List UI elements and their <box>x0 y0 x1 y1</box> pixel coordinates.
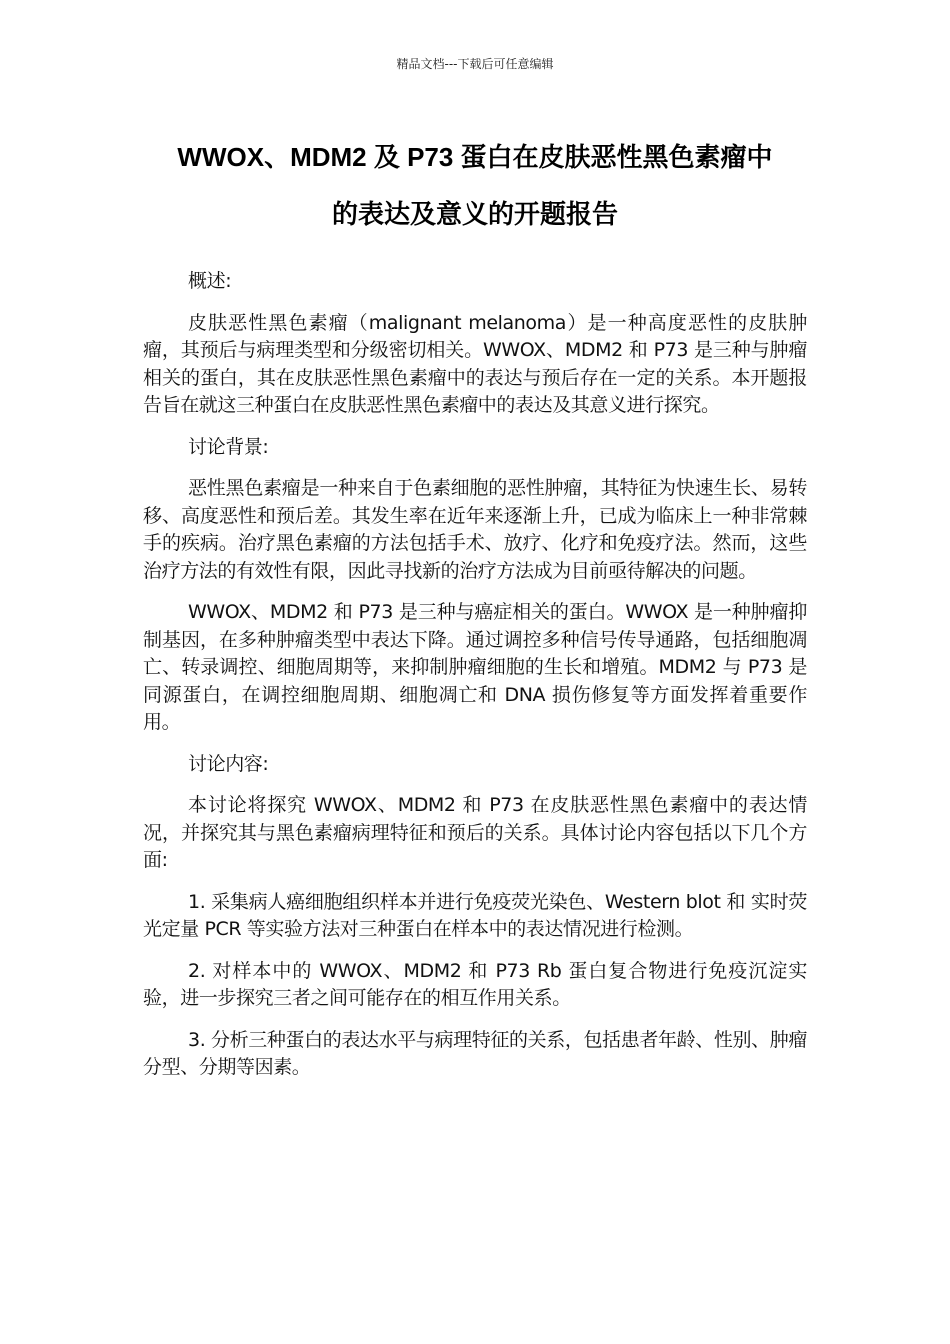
page-header-note: 精品文档---下载后可任意编辑 <box>396 57 554 71</box>
document-body <box>143 268 807 1096</box>
document-title-line-1: WWOX、MDM2 及 P73 蛋白在皮肤恶性黑色素瘤中 <box>177 142 773 172</box>
section-heading-overview: 概述: <box>188 270 232 292</box>
list-item-2: 2. 对样本中的 WWOX、MDM2 和 P73 Rb 蛋白复合物进行免疫沉淀实验，进一步探究三者之间可能存在的相互作用关系。 <box>143 959 807 1009</box>
list-item-3: 3. 分析三种蛋白的表达水平与病理特征的关系，包括患者年龄、性别、肿瘤分型、分期等因素。 <box>143 1028 807 1078</box>
list-item-1: 1. 采集病人癌细胞组织样本并进行免疫荧光染色、Western blot 和 实时荧光定量 PCR 等实验方法对三种蛋白在样本中的表达情况进行检测。 <box>143 890 807 940</box>
paragraph-content-intro: 本讨论将探究 WWOX、MDM2 和 P73 在皮肤恶性黑色素瘤中的表达情况，并探究其与黑色素瘤病理特征和预后的关系。具体讨论内容包括以下几个方面: <box>143 794 807 871</box>
section-heading-content: 讨论内容: <box>188 752 269 775</box>
paragraph-overview: 皮肤恶性黑色素瘤（malignant melanoma）是一种高度恶性的皮肤肿瘤，其预后与病理类型和分级密切相关。WWOX、MDM2 和 P73 是三种与肿瘤相关的蛋白，其在皮肤恶性黑色素瘤中的表达与预后存在一定的关系。本开题报告旨在就这三种蛋白在皮肤恶性黑色素瘤中的表达及其意义进行探究。 <box>143 311 807 416</box>
section-heading-background: 讨论背景: <box>188 435 269 458</box>
document-title-line-2: 的表达及意义的开题报告 <box>331 199 618 229</box>
paragraph-background-1: 恶性黑色素瘤是一种来自于色素细胞的恶性肿瘤，其特征为快速生长、易转移、高度恶性和预后差。其发生率在近年来逐渐上升，已成为临床上一种非常棘手的疾病。治疗黑色素瘤的方法包括手术、放疗、化疗和免疫疗法。然而，这些治疗方法的有效性有限，因此寻找新的治疗方法成为目前亟待解决的问题。 <box>143 477 807 582</box>
paragraph-background-2: WWOX、MDM2 和 P73 是三种与癌症相关的蛋白。WWOX 是一种肿瘤抑制基因，在多种肿瘤类型中表达下降。通过调控多种信号传导通路，包括细胞凋亡、转录调控、细胞周期等，来抑制肿瘤细胞的生长和增殖。MDM2 与 P73 是同源蛋白，在调控细胞周期、细胞凋亡和 DNA 损伤修复等方面发挥着重要作用。 <box>143 601 807 733</box>
